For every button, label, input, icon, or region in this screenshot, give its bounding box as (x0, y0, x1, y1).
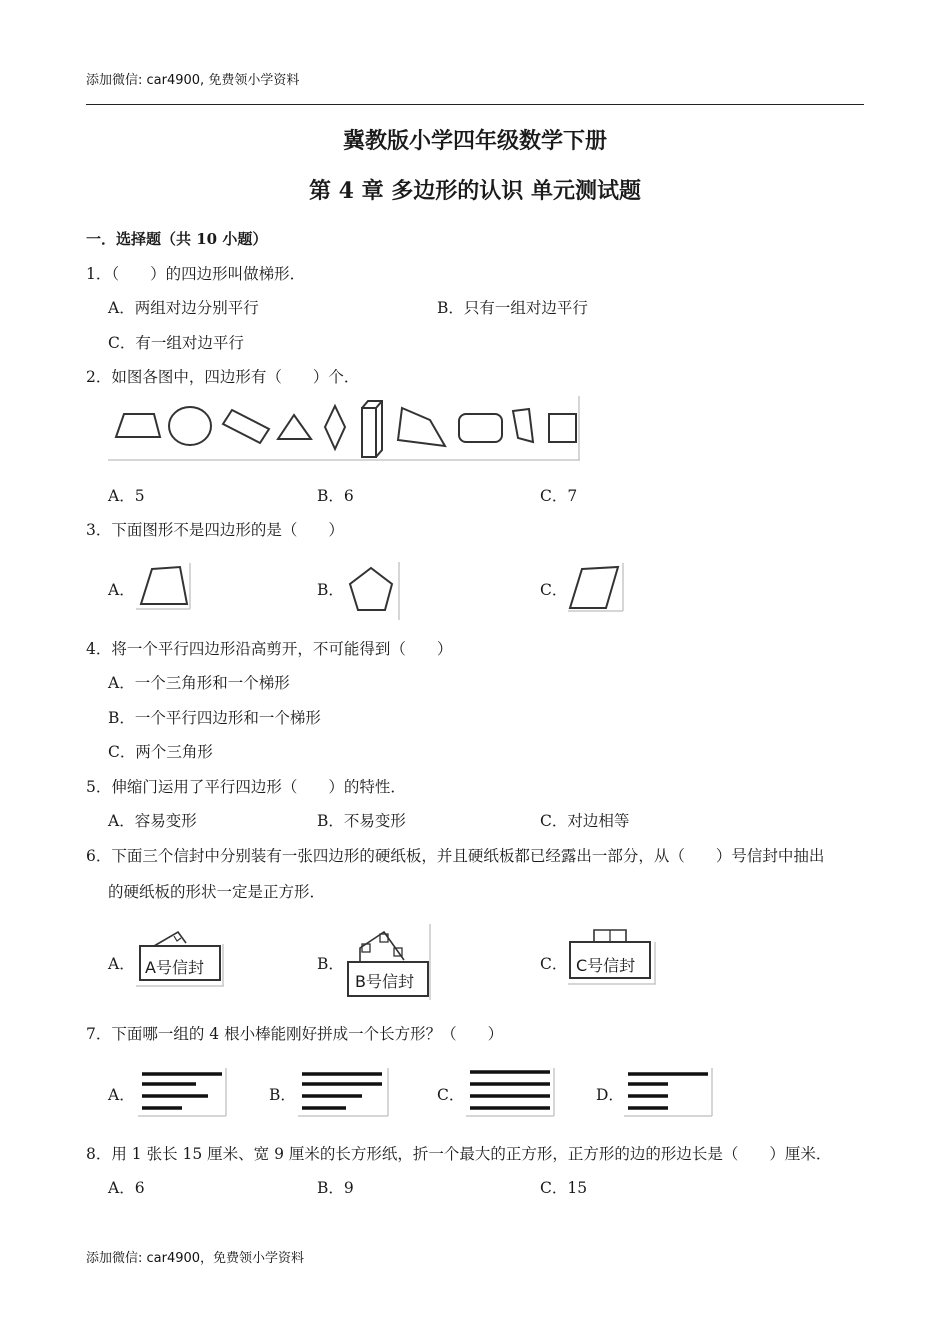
question-5-option-b: B．不易变形 (317, 812, 406, 830)
question-2-option-b: B．6 (317, 487, 354, 505)
question-7-sticks-d (622, 1066, 716, 1118)
rhombus-shape (325, 406, 345, 449)
question-7-sticks-b (296, 1066, 392, 1118)
question-2-stem: 2．如图各图中，四边形有（ ）个． (86, 368, 360, 386)
question-5-option-c: C．对边相等 (540, 812, 630, 830)
circle-shape (169, 407, 211, 445)
page-header: 添加微信: car4900, 免费领小学资料 (86, 73, 300, 88)
question-4-option-c: C．两个三角形 (108, 743, 213, 761)
question-2-shapes-figure (108, 394, 582, 462)
question-8-stem: 8．用 1 张长 15 厘米、宽 9 厘米的长方形纸，折一个最大的正方形，正方形的边的形边长是（ ）厘米． (86, 1145, 832, 1163)
question-7-option-d: D． (596, 1086, 624, 1104)
question-6-option-a: A． (108, 955, 135, 973)
question-2-option-c: C．7 (540, 487, 578, 505)
question-4-option-b: B．一个平行四边形和一个梯形 (108, 709, 321, 727)
question-3-option-b: B． (317, 581, 344, 599)
question-8-option-c: C．15 (540, 1179, 588, 1197)
header-rule (86, 104, 864, 105)
question-4-stem: 4．将一个平行四边形沿高剪开，不可能得到（ ） (86, 640, 453, 658)
triangle-shape (278, 415, 311, 439)
question-6-stem-continued: 的硬纸板的形状一定是正方形． (108, 883, 326, 901)
question-6-option-c: C． (540, 955, 568, 973)
question-3-stem: 3．下面图形不是四边形的是（ ） (86, 521, 344, 539)
envelope-c-label: C号信封 (576, 956, 636, 975)
square-shape (549, 414, 576, 442)
question-7-stem: 7．下面哪一组的 4 根小棒能刚好拼成一个长方形？（ ） (86, 1025, 504, 1043)
question-7-option-a: A． (108, 1086, 135, 1104)
doc-subtitle: 第 4 章 多边形的认识 单元测试题 (309, 178, 641, 204)
cuboid-side-shape (362, 401, 382, 457)
question-3-pentagon-figure (344, 560, 402, 622)
question-1-stem: 1．（ ）的四边形叫做梯形． (86, 265, 306, 283)
irregular-quad-shape (398, 408, 445, 446)
question-1-option-c: C．有一组对边平行 (108, 334, 244, 352)
rounded-rect-shape (459, 414, 502, 442)
question-3-quad-figure (134, 561, 192, 611)
question-1-option-b: B．只有一组对边平行 (437, 299, 588, 317)
section-heading: 一．选择题（共 10 小题） (86, 230, 268, 248)
question-5-option-a: A．容易变形 (108, 812, 197, 830)
trapezoid-shape (116, 414, 160, 437)
question-7-sticks-a (136, 1066, 230, 1118)
slanted-quad-shape (513, 409, 533, 442)
envelope-a-label: A号信封 (145, 958, 204, 977)
question-2-option-a: A．5 (108, 487, 145, 505)
question-3-option-c: C． (540, 581, 568, 599)
question-8-option-b: B．9 (317, 1179, 354, 1197)
cuboid-front-shape (362, 408, 376, 457)
question-4-option-a: A．一个三角形和一个梯形 (108, 674, 290, 692)
question-5-stem: 5．伸缩门运用了平行四边形（ ）的特性． (86, 778, 406, 796)
question-3-parallelogram-figure (566, 561, 626, 613)
question-6-stem: 6．下面三个信封中分别装有一张四边形的硬纸板，并且硬纸板都已经露出一部分，从（ ）号信封中抽出 (86, 847, 825, 865)
page-footer: 添加微信: car4900，免费领小学资料 (86, 1251, 305, 1266)
question-6-option-b: B． (317, 955, 344, 973)
question-7-option-c: C． (437, 1086, 465, 1104)
envelope-b-label: B号信封 (355, 972, 414, 991)
question-7-sticks-c (464, 1066, 558, 1118)
rectangle-tilted-shape (223, 410, 269, 443)
question-3-option-a: A． (108, 581, 135, 599)
question-8-option-a: A．6 (108, 1179, 145, 1197)
question-7-option-b: B． (269, 1086, 296, 1104)
question-1-option-a: A．两组对边分别平行 (108, 299, 259, 317)
doc-title: 冀教版小学四年级数学下册 (342, 128, 607, 154)
